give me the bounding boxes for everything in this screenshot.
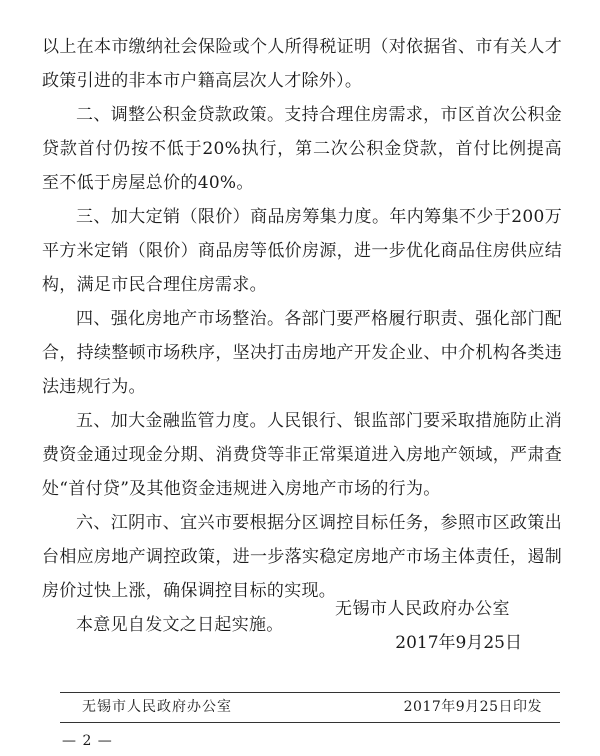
signature-organization: 无锡市人民政府办公室 xyxy=(335,599,510,619)
paragraph-jiangyin-yixing: 六、江阴市、宜兴市要根据分区调控目标任务，参照市区政策出台相应房地产调控政策，进一步落实稳定房地产市场主体责任，遏制房价过快上涨，确保调控目标的实现。 xyxy=(42,513,562,601)
paragraph-financial-supervision: 五、加大金融监管力度。人民银行、银监部门要采取措施防止消费资金通过现金分期、消费贷等非正常渠道进入房地产领域，严肃查处“首付贷”及其他资金违规进入房地产市场的行为。 xyxy=(42,411,562,499)
paragraph-continuation: 以上在本市缴纳社会保险或个人所得税证明（对依据省、市有关人才政策引进的非本市户籍高层次人才除外）。 xyxy=(42,37,562,91)
signature-date: 2017年9月25日 xyxy=(395,633,522,653)
page-number: — 2 — xyxy=(62,733,113,749)
paragraph-price-limited-housing: 三、加大定销（限价）商品房筹集力度。年内筹集不少于200万平方米定销（限价）商品房等低价房源，进一步优化商品住房供应结构，满足市民合理住房需求。 xyxy=(42,207,562,295)
footer-top-rule xyxy=(60,692,560,693)
signature-block xyxy=(335,592,522,660)
paragraph-effective-date: 本意见自发文之日起实施。 xyxy=(76,615,284,635)
document-body xyxy=(42,30,562,642)
footer-issue-line xyxy=(60,696,560,718)
footer-issuer: 无锡市人民政府办公室 xyxy=(82,699,232,715)
footer-print-date: 2017年9月25日印发 xyxy=(403,699,542,715)
paragraph-housing-fund-policy: 二、调整公积金贷款政策。支持合理住房需求，市区首次公积金贷款首付仍按不低于20%执行，第二次公积金贷款，首付比例提高至不低于房屋总价的40%。 xyxy=(42,105,562,193)
footer-bottom-rule xyxy=(60,722,560,723)
paragraph-market-regulation: 四、强化房地产市场整治。各部门要严格履行职责、强化部门配合，持续整顿市场秩序，坚决打击房地产开发企业、中介机构各类违法违规行为。 xyxy=(42,309,562,397)
